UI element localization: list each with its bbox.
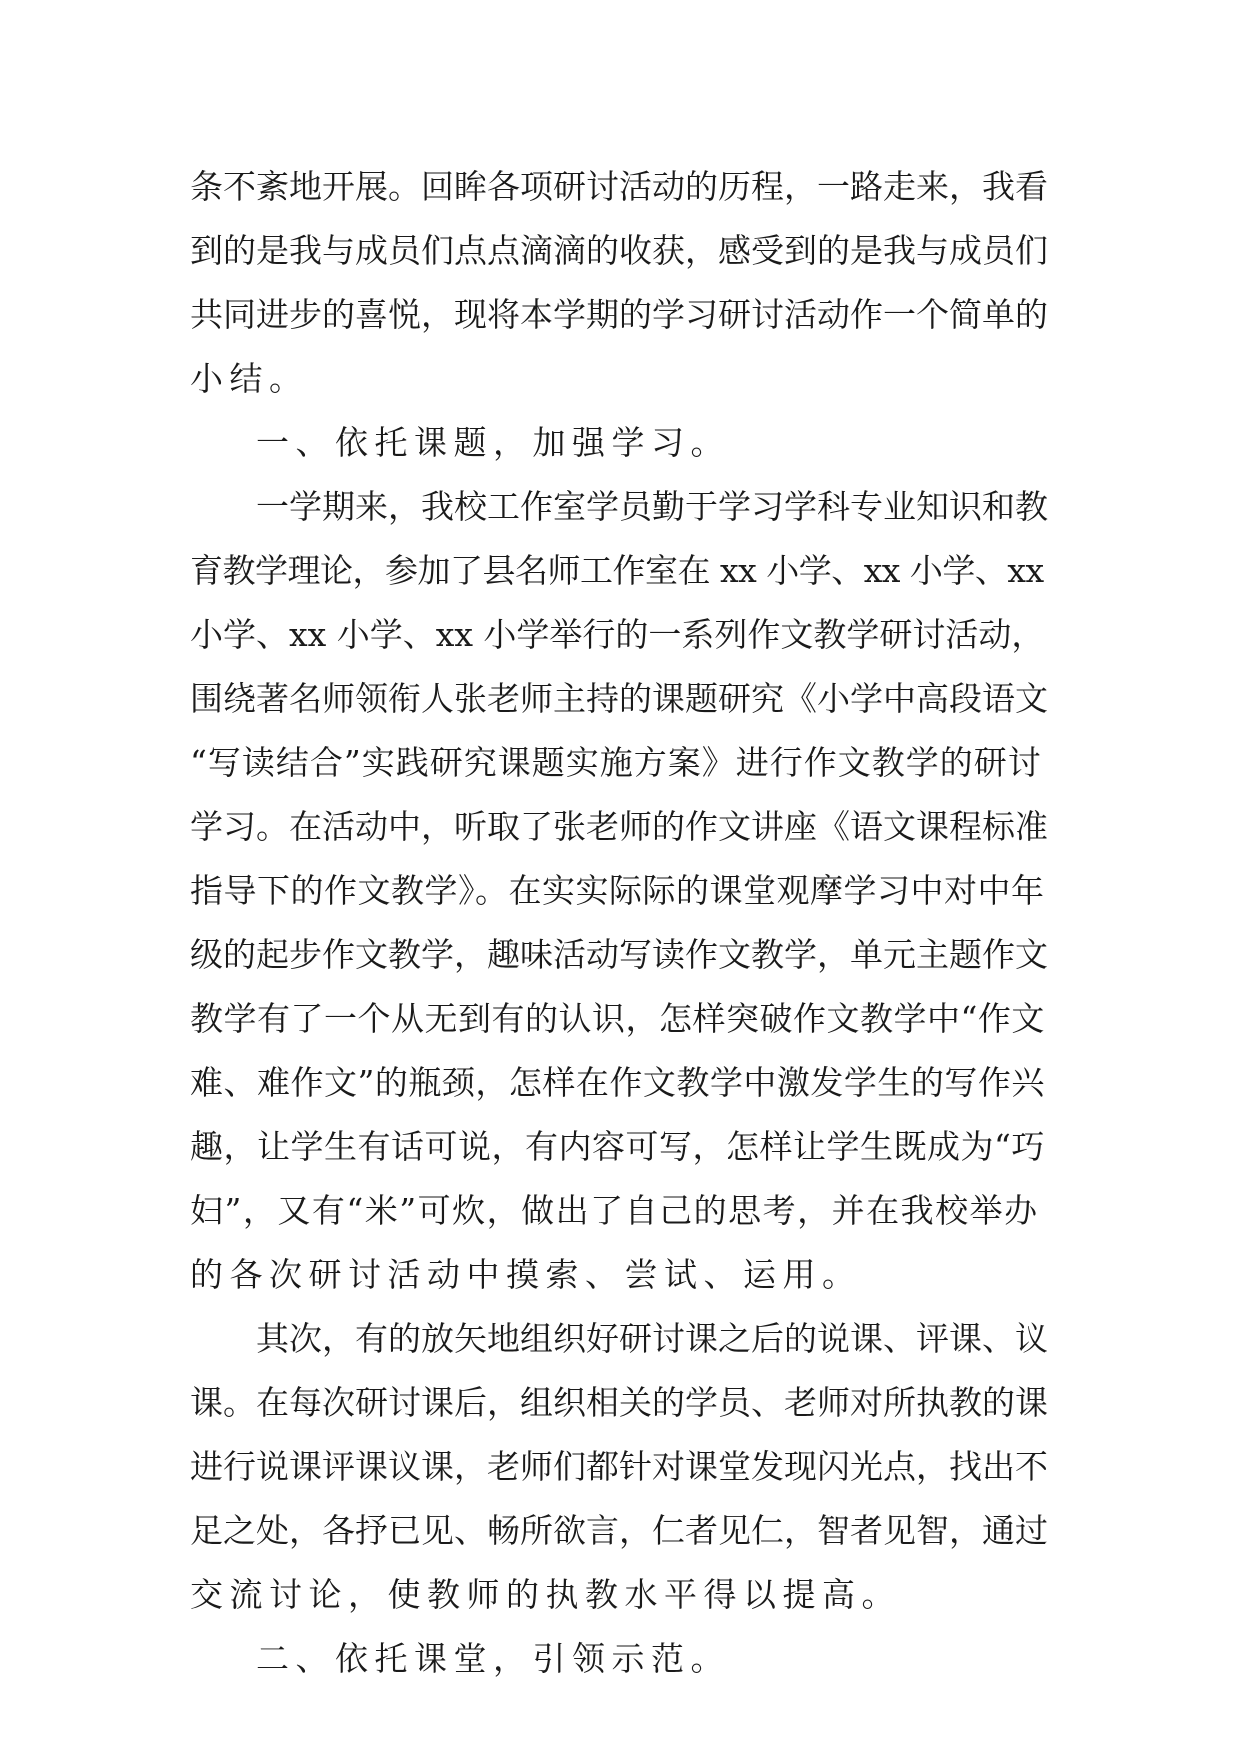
text-line: 教学有了一个从无到有的认识，怎样突破作文教学中“作文 [190,999,1045,1038]
text-line: 小结。 [190,359,309,398]
paragraph-first-line: 一、依托课题，加强学习。 [256,423,730,462]
text-line: 妇”，又有“米”可炊，做出了自己的思考，并在我校举办 [190,1191,1039,1230]
text-line: 指导下的作文教学》。在实实际际的课堂观摩学习中对中年 [190,871,1045,910]
text-line: 到的是我与成员们点点滴滴的收获，感受到的是我与成员们 [190,231,1048,270]
document-body [190,155,1050,1691]
text-line: 级的起步作文教学，趣味活动写读作文教学，单元主题作文 [190,935,1048,974]
text-line: 围绕著名师领衔人张老师主持的课题研究《小学中高段语文 [190,679,1048,718]
text-line: 小学、xx 小学、xx 小学举行的一系列作文教学研讨活动， [190,615,1045,654]
text-line: 共同进步的喜悦，现将本学期的学习研讨活动作一个简单的 [190,295,1048,334]
paragraph-first-line: 二、依托课堂，引领示范。 [256,1639,730,1678]
text-line: 条不紊地开展。回眸各项研讨活动的历程，一路走来，我看 [190,167,1048,206]
text-line: 的各次研讨活动中摸索、尝试、运用。 [190,1255,862,1294]
text-line: 趣，让学生有话可说，有内容可写，怎样让学生既成为“巧 [190,1127,1045,1166]
text-line: 育教学理论，参加了县名师工作室在 xx 小学、xx 小学、xx [190,551,1044,590]
text-line: “写读结合”实践研究课题实施方案》进行作文教学的研讨 [190,743,1042,782]
text-line: 进行说课评课议课，老师们都针对课堂发现闪光点，找出不 [190,1447,1048,1486]
text-line: 学习。在活动中，听取了张老师的作文讲座《语文课程标准 [190,807,1048,846]
text-line: 足之处，各抒已见、畅所欲言，仁者见仁，智者见智，通过 [190,1511,1048,1550]
paragraph-first-line: 其次，有的放矢地组织好研讨课之后的说课、评课、议 [256,1319,1048,1358]
paragraph-first-line: 一学期来，我校工作室学员勤于学习学科专业知识和教 [256,487,1048,526]
text-line: 课。在每次研讨课后，组织相关的学员、老师对所执教的课 [190,1383,1048,1422]
text-line: 交流讨论，使教师的执教水平得以提高。 [190,1575,901,1614]
text-line: 难、难作文”的瓶颈，怎样在作文教学中激发学生的写作兴 [190,1063,1045,1102]
